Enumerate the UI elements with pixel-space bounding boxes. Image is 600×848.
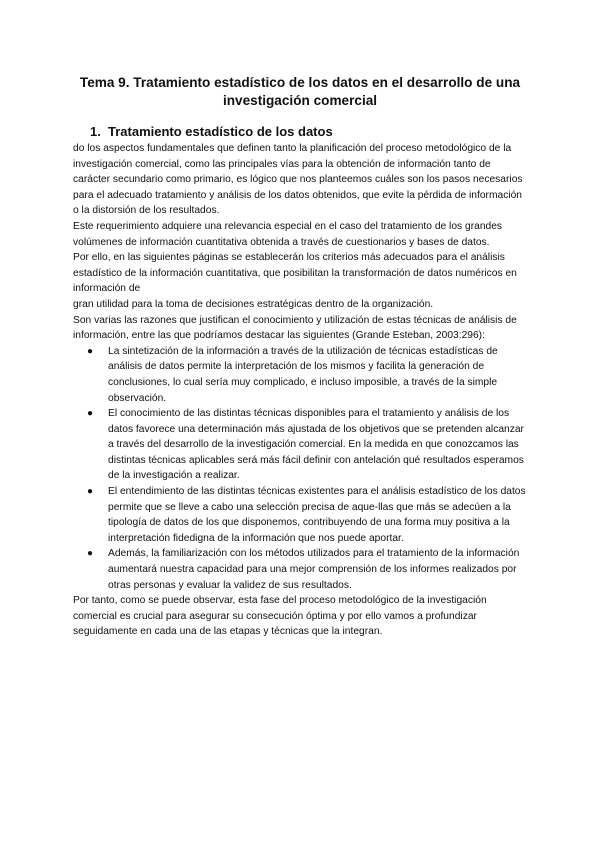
paragraph: gran utilidad para la toma de decisiones estratégicas dentro de la organización. [73,298,434,310]
paragraph: Este requerimiento adquiere una relevancia especial en el caso del tratamiento de los grandes volúmenes de información cuantitativa obtenida a través de cuestionarios y bases de datos. [73,220,503,248]
paragraph: Por ello, en las siguientes páginas se establecerán los criterios más adecuados para el análisis estadístico de la información cuantitativa, que posibilitan la transformación de datos numéricos en información de [73,252,517,295]
conclusion-paragraph: Por tanto, como se puede observar, esta fase del proceso metodológico de la investigación comercial es crucial para asegurar su consecución óptima y por ello vamos a profundizar seguidamente en cada una de las etapas y técnicas que la integran. [73,595,487,638]
section-number: 1. [90,124,101,139]
list-item [73,344,529,406]
list-item-text: Además, la familiarización con los métodos utilizados para el tratamiento de la información aumentará nuestra capacidad para una mejor comprensión de los informes realizados por otras personas y evaluar la validez de sus resultados. [108,548,520,591]
page-title: Tema 9. Tratamiento estadístico de los datos en el desarrollo de una investigación comercial [79,75,521,108]
bullet-icon: ● [87,486,94,498]
section-heading [90,124,333,140]
section-heading-text: Tratamiento estadístico de los datos [108,124,333,139]
list-item-text: La sintetización de la información a través de la utilización de técnicas estadísticas de análisis de datos permite la interpretación de los mismos y facilita la generación de conclusiones, lo cual sería muy complicado, e incluso imposible, a través de la simple observación. [108,345,498,404]
list-item-text: El conocimiento de las distintas técnicas disponibles para el tratamiento y análisis de los datos favorece una determinación más ajustada de los objetivos que se pretenden alcanzar a través del desarrollo de la investigación comercial. En la medida en que conozcamos las distintas técnicas aplicables será más fácil definir con antelación qué resultados esperamos de la investigación a realizar. [108,408,524,482]
list-item [73,546,529,593]
bullet-icon: ● [87,548,94,560]
bullet-icon: ● [87,408,94,420]
paragraph: do los aspectos fundamentales que definen tanto la planificación del proceso metodológico de la investigación comercial, como las principales vías para la obtención de información tanto de carácter secundario como primario, es lógico que nos planteemos cuáles son los pasos necesarios para el adecuado tratamiento y análisis de los datos obtenidos, que evite la pérdida de información o la distorsión de los resultados. [73,143,523,217]
list-item [73,484,529,546]
bullet-icon: ● [87,345,94,357]
list-item [73,406,529,484]
document-body [73,141,529,640]
list-item-text: El entendimiento de las distintas técnicas existentes para el análisis estadístico de los datos permite que se lleve a cabo una selección precisa de aque-llas que más se adecúen a la tipología de datos de los que disponemos, contribuyendo de una forma muy positiva a la interpretación fidedigna de la información que nos puede aportar. [108,486,526,544]
paragraph: Son varias las razones que justifican el conocimiento y utilización de estas técnicas de análisis de información, entre las que podríamos destacar las siguientes (Grande Esteban, 2003:296): [73,314,517,342]
reasons-list [73,344,529,594]
